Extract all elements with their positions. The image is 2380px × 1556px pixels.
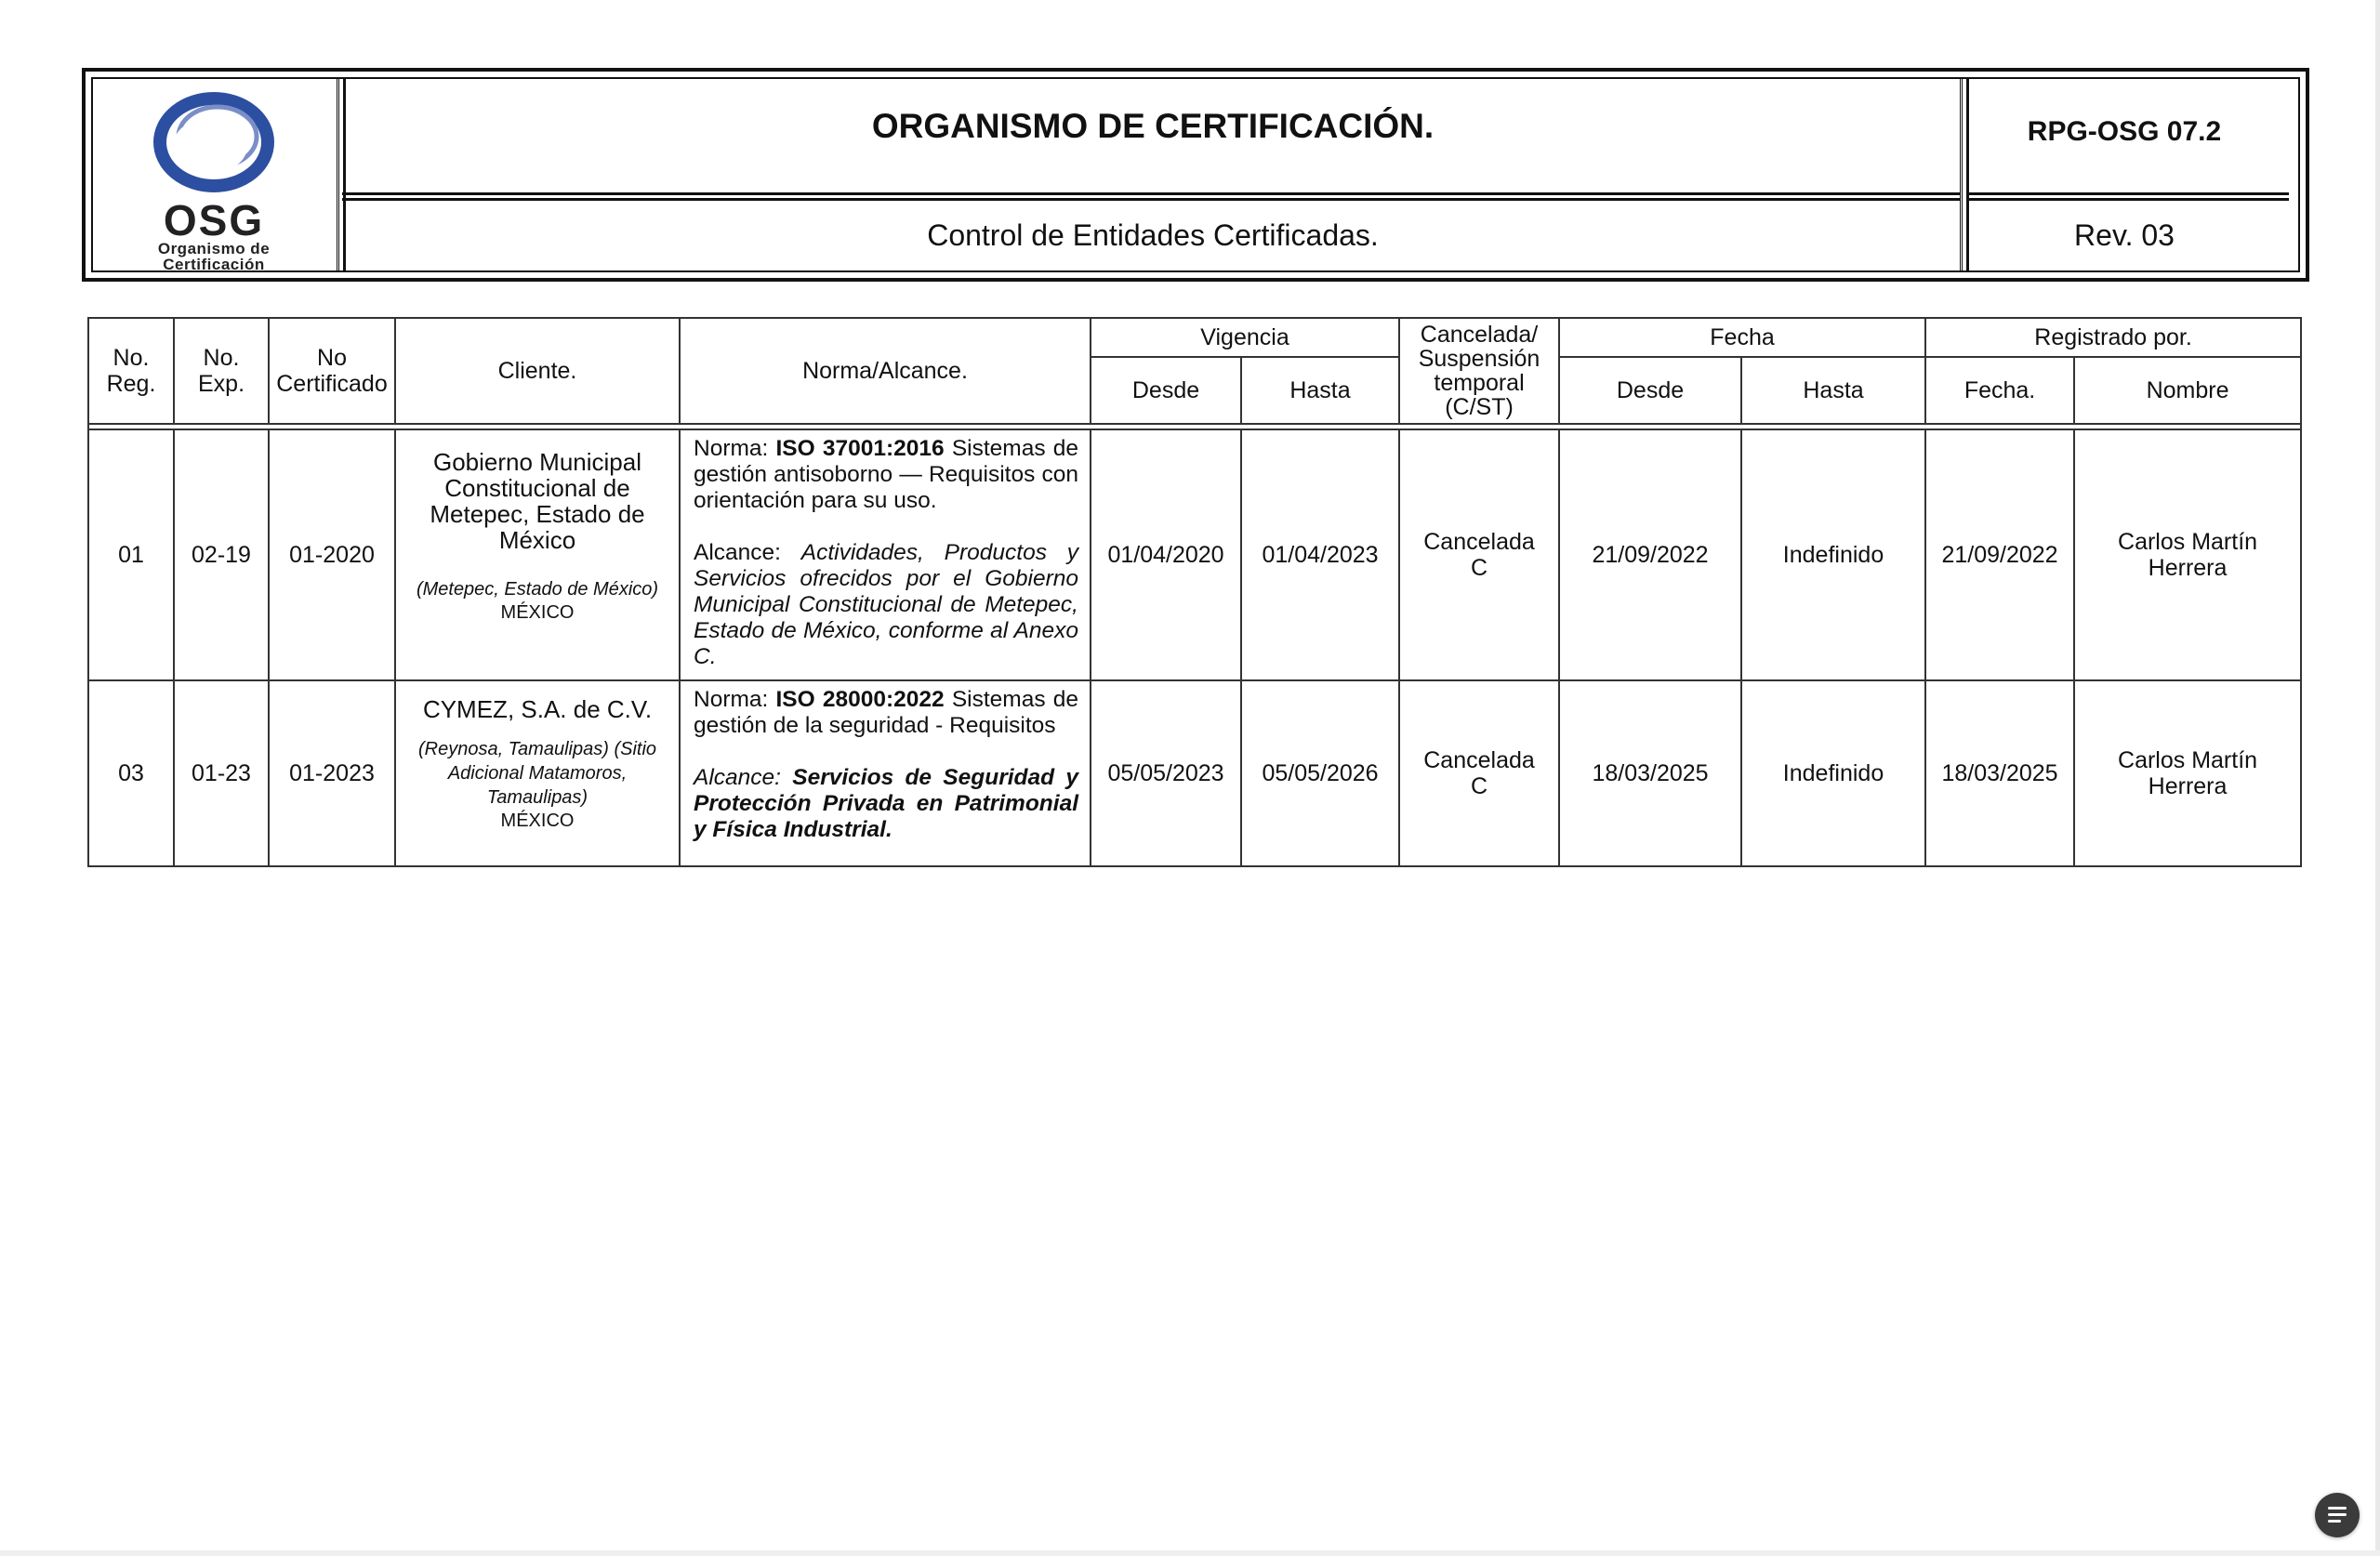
header-vig-desde: Desde	[1091, 357, 1241, 424]
header-vig-hasta: Hasta	[1241, 357, 1399, 424]
header-divider-mid-right	[1967, 192, 2289, 195]
norma-label: Norma:	[694, 687, 776, 712]
header-no-reg	[88, 318, 174, 424]
header-cancelada	[1399, 318, 1559, 424]
table-row	[88, 680, 2301, 866]
cell-cliente	[395, 680, 680, 866]
header-norma-label: Norma/Alcance.	[802, 358, 968, 384]
norma-description: Sistemas de gestión antisoborno — Requisitos con orientación para su uso.	[694, 436, 1078, 513]
header-registrado-label: Registrado por.	[2034, 324, 2192, 350]
cell-no-exp: 01-23	[174, 680, 269, 866]
header-no-exp	[174, 318, 269, 424]
cell-fecha-desde: 21/09/2022	[1559, 429, 1741, 680]
cell-vig-desde: 01/04/2020	[1091, 429, 1241, 680]
header-vigencia	[1091, 318, 1399, 357]
document-header	[82, 68, 2309, 282]
header-cancelada-line3: temporal	[1434, 370, 1525, 396]
table-header-row-1	[88, 318, 2301, 357]
cliente-location: (Reynosa, Tamaulipas) (Sitio Adicional Matamoros, Tamaulipas)	[417, 739, 657, 808]
cell-norma-alcance	[680, 429, 1091, 680]
header-no-reg-label: No. Reg.	[106, 345, 156, 397]
estado-status: Cancelada	[1423, 747, 1535, 773]
document-revision: Rev. 03	[2074, 218, 2175, 252]
header-norma	[680, 318, 1091, 424]
header-no-cert-line1: No	[317, 345, 347, 371]
logo-subtitle-line2: Certificación	[163, 256, 265, 273]
alcance-label: Alcance:	[694, 765, 793, 790]
header-reg-nombre: Nombre	[2074, 357, 2301, 424]
menu-lines-icon-3	[2328, 1520, 2341, 1523]
cell-reg-nombre: Carlos Martín Herrera	[2074, 680, 2301, 866]
cell-no-exp: 02-19	[174, 429, 269, 680]
osg-logo	[121, 90, 307, 273]
cell-fecha-hasta: Indefinido	[1741, 429, 1925, 680]
norma-description: Sistemas de gestión de la seguridad - Requisitos	[694, 687, 1078, 738]
cell-reg-nombre: Carlos Martín Herrera	[2074, 429, 2301, 680]
header-cliente-label: Cliente.	[497, 358, 577, 384]
header-cancelada-line2: Suspensión	[1418, 346, 1540, 372]
cell-reg-fecha: 21/09/2022	[1925, 429, 2074, 680]
header-fecha-desde: Desde	[1559, 357, 1741, 424]
document-subtitle: Control de Entidades Certificadas.	[927, 218, 1379, 252]
header-no-exp-label: No. Exp.	[197, 345, 245, 397]
header-cancelada-line4: (C/ST)	[1445, 394, 1514, 420]
header-divider-mid	[342, 192, 1960, 195]
alcance-text	[694, 540, 1078, 670]
alcance-description: Servicios de Seguridad y Protección Privada en Patrimonial y Física Industrial.	[694, 765, 1078, 842]
header-no-cert-line2: Certificado	[276, 371, 388, 397]
page-edge	[2375, 0, 2380, 1556]
document-menu-button[interactable]	[2315, 1493, 2360, 1537]
cell-no-cert: 01-2020	[269, 429, 395, 680]
header-registrado	[1925, 318, 2301, 357]
header-fecha	[1559, 318, 1925, 357]
norma-text	[694, 436, 1078, 514]
header-vigencia-label: Vigencia	[1200, 324, 1289, 350]
cliente-name: Gobierno Municipal Constitucional de Metepec, Estado de México	[430, 448, 645, 554]
alcance-description: Actividades, Productos y Servicios ofrecidos por el Gobierno Municipal Constitucional de Metepec, Estado de México, conforme al Anexo C.	[694, 540, 1078, 669]
menu-lines-icon-2	[2328, 1513, 2347, 1516]
cliente-name: CYMEZ, S.A. de C.V.	[422, 695, 653, 723]
cell-vig-desde: 05/05/2023	[1091, 680, 1241, 866]
header-divider-mid-2	[342, 198, 1960, 201]
cell-no-reg: 01	[88, 429, 174, 680]
osg-logo-text	[121, 196, 307, 273]
document-code: RPG-OSG 07.2	[2027, 116, 2222, 147]
cell-no-cert: 01-2023	[269, 680, 395, 866]
page-bottom-edge	[0, 1550, 2380, 1556]
cell-fecha-hasta: Indefinido	[1741, 680, 1925, 866]
cell-estado	[1399, 429, 1559, 680]
header-cancelada-line1: Cancelada/	[1420, 322, 1539, 348]
logo-subtitle-line1: Organismo de	[157, 240, 271, 257]
cliente-country: MÉXICO	[500, 602, 575, 623]
alcance-label: Alcance:	[694, 540, 801, 565]
norma-text	[694, 687, 1078, 739]
estado-code: C	[1470, 773, 1488, 799]
cell-reg-fecha: 18/03/2025	[1925, 680, 2074, 866]
header-cliente	[395, 318, 680, 424]
cell-norma-alcance	[680, 680, 1091, 866]
estado-code: C	[1470, 555, 1488, 581]
menu-lines-icon	[2328, 1507, 2347, 1510]
header-divider-mid-right-2	[1967, 198, 2289, 201]
logo-main-text: OSG	[163, 196, 265, 244]
estado-status: Cancelada	[1423, 529, 1535, 555]
cell-fecha-desde: 18/03/2025	[1559, 680, 1741, 866]
norma-code: ISO 28000:2022	[775, 687, 945, 712]
header-inner-frame	[91, 77, 2300, 272]
cell-cliente	[395, 429, 680, 680]
cell-estado	[1399, 680, 1559, 866]
table-row	[88, 429, 2301, 680]
header-no-cert	[269, 318, 395, 424]
osg-logo-ring-icon	[121, 90, 307, 202]
cliente-location: (Metepec, Estado de México)	[416, 579, 659, 600]
cell-no-reg: 03	[88, 680, 174, 866]
norma-code: ISO 37001:2016	[775, 436, 945, 461]
header-fecha-hasta: Hasta	[1741, 357, 1925, 424]
certified-entities-table	[87, 317, 2302, 867]
cliente-country: MÉXICO	[500, 811, 575, 831]
header-fecha-label: Fecha	[1710, 324, 1775, 350]
header-reg-fecha: Fecha.	[1925, 357, 2074, 424]
cell-vig-hasta: 05/05/2026	[1241, 680, 1399, 866]
cell-vig-hasta: 01/04/2023	[1241, 429, 1399, 680]
alcance-text	[694, 765, 1078, 843]
document-title: ORGANISMO DE CERTIFICACIÓN.	[871, 107, 1435, 145]
norma-label: Norma:	[694, 436, 776, 461]
